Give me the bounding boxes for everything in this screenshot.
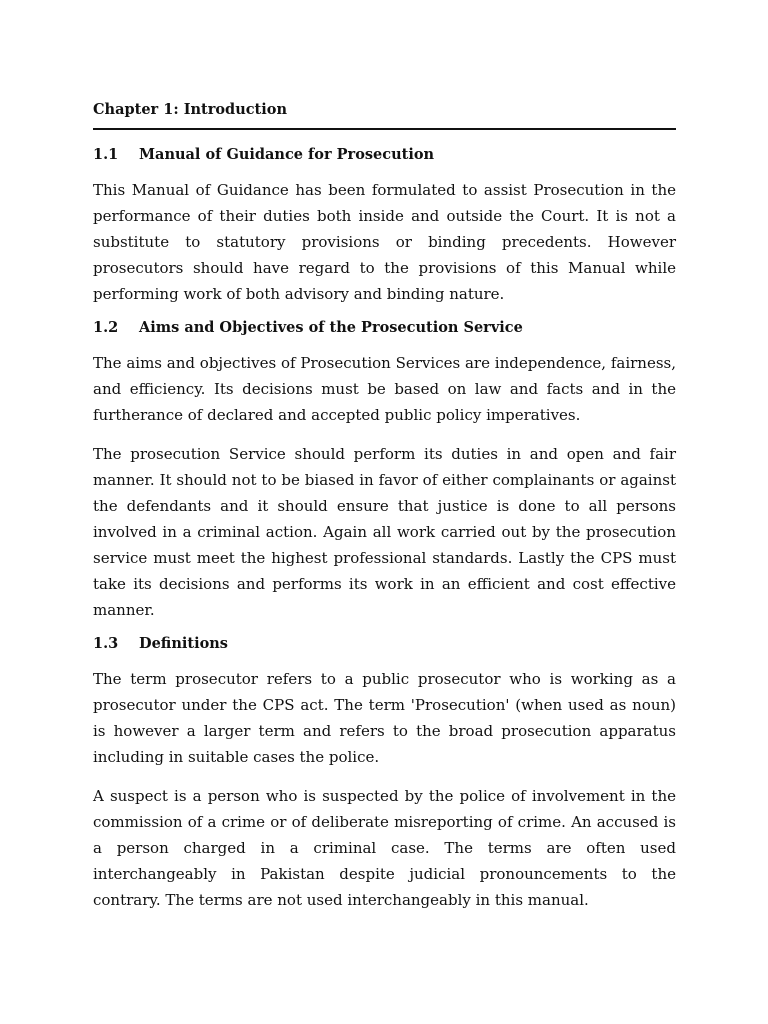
section-number: 1.3 xyxy=(93,635,119,652)
section-heading-1-2 xyxy=(93,318,676,338)
section-number: 1.2 xyxy=(93,319,119,336)
paragraph: This Manual of Guidance has been formulated to assist Prosecution in the performance of their duties both inside and outside the Court. It is not a substitute to statutory provisions or binding precedents. However prosecutors should have regard to the provisions of this Manual while performing work of both advisory and binding nature. xyxy=(93,181,676,303)
paragraph: A suspect is a person who is suspected by the police of involvement in the commission of a crime or of deliberate misreporting of crime. An accused is a person charged in a criminal case. The terms are often used interchangeably in Pakistan despite judicial pronouncements to the contrary. The terms are not used interchangeably in this manual. xyxy=(93,787,676,909)
document-page xyxy=(93,100,676,913)
section-title: Aims and Objectives of the Prosecution Service xyxy=(139,319,523,336)
section-heading-1-1 xyxy=(93,145,676,165)
paragraph: The aims and objectives of Prosecution Services are independence, fairness, and efficiency. Its decisions must be based on law and facts and in the furtherance of declared and accepted public policy imperatives. xyxy=(93,354,676,424)
paragraph: The prosecution Service should perform its duties in and open and fair manner. It should not to be biased in favor of either complainants or against the defendants and it should ensure that justice is done to all persons involved in a criminal action. Again all work carried out by the prosecution service must meet the highest professional standards. Lastly the CPS must take its decisions and performs its work in an efficient and cost effective manner. xyxy=(93,445,676,619)
section-heading-1-3 xyxy=(93,634,676,654)
section-title: Definitions xyxy=(139,635,228,652)
paragraph: The term prosecutor refers to a public prosecutor who is working as a prosecutor under the CPS act. The term 'Prosecution' (when used as noun) is however a larger term and refers to the broad prosecution apparatus including in suitable cases the police. xyxy=(93,670,676,766)
section-title: Manual of Guidance for Prosecution xyxy=(139,146,435,163)
section-number: 1.1 xyxy=(93,146,119,163)
chapter-title: Chapter 1: Introduction xyxy=(93,100,676,130)
